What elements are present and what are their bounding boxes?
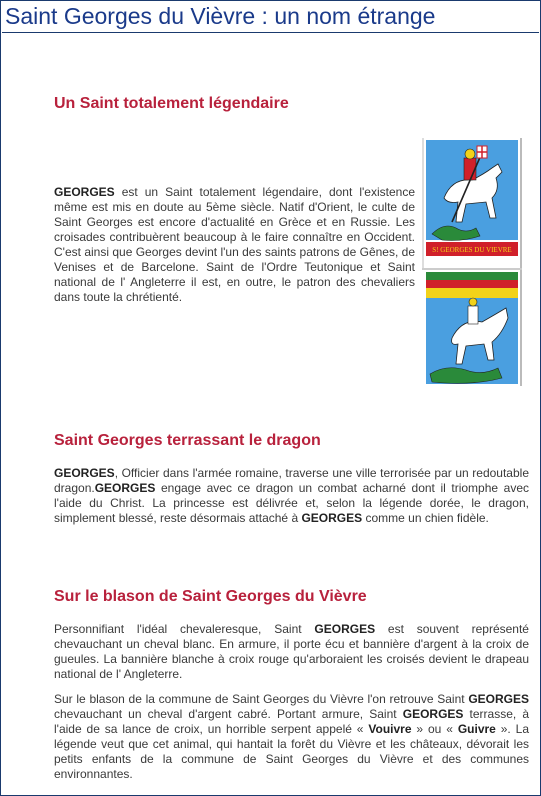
paragraph-text: » ou « [411,722,458,736]
bold-georges: GEORGES [94,481,156,495]
section-heading-dragon: Saint Georges terrassant le dragon [54,432,321,449]
paragraph-text: est un Saint totalement légendaire, dont l'existence même est mis en doute au 5ème siècle. Natif d'Orient, le culte de Saint Georges est encore d'actualité en Grèce et en Russie. Les croisades contribuèrent beaucoup à le faire connaître en Occident. C'est ainsi que Georges devint l'un des saints patrons de Gênes, de Venises et de Barcelone. Saint de l'Ordre Teutonique et Saint national de l' Angleterre il est, en outre, le patron des chevaliers dans toute la chrétienté. [54,185,415,304]
paragraph-legendaire [54,185,415,305]
bold-georges: GEORGES [54,185,115,199]
bold-georges: GEORGES [314,622,376,636]
section-heading-legendaire: Un Saint totalement légendaire [54,95,289,112]
bold-vouivre: Vouivre [368,722,412,736]
bold-georges: GEORGES [468,692,529,706]
paragraph-blason-2 [54,692,529,782]
title-divider [2,32,539,33]
bold-guivre: Guivre [457,722,496,736]
shield-top-icon [422,138,522,268]
paragraph-text: Personnifiant l'idéal chevaleresque, Saint [54,622,315,636]
page-title: Saint Georges du Vièvre : un nom étrange [5,3,436,29]
bold-georges: GEORGES [402,707,464,721]
paragraph-text: , Officier dans l'armée romaine, traverse une ville terrorisée par un redoutable dragon. [54,466,529,495]
coat-of-arms-image [422,138,522,386]
paragraph-text: chevauchant un cheval d'argent cabré. Portant armure, Saint [54,707,403,721]
paragraph-text: ». La légende veut que cet animal, qui hantait la forêt du Vièvre et les châteaux, dévorait les petits enfants de la commune de Saint Georges du Vièvre et des communes environnantes. [54,722,530,781]
section-heading-blason: Sur le blason de Saint Georges du Vièvre [54,588,367,605]
paragraph-text: comme un chien fidèle. [362,511,489,525]
bold-georges: GEORGES [301,511,363,525]
bold-georges: GEORGES [54,466,115,480]
paragraph-text: terrasse, à l'aide de sa lance de croix, un horrible serpent appelé « [54,707,530,736]
blason-ribbon-text: S! GEORGES DU VIEVRE [432,246,512,254]
paragraph-text: engage avec ce dragon un combat acharné dont il triomphe avec l'aide du Christ. La princesse est délivrée et, selon la légende dorée, le dragon, simplement blessé, reste désormais attaché à [54,481,529,525]
paragraph-text: est souvent représenté chevauchant un cheval blanc. En armure, il porte écu et bannière d'argent à la croix de gueules. La bannière blanche à croix rouge qu'arboraient les croisés devient le drapeau national de l' Angleterre. [54,622,529,681]
shield-bottom-icon [422,268,522,386]
paragraph-blason-1 [54,622,529,682]
paragraph-text: Sur le blason de la commune de Saint Georges du Vièvre l'on retrouve Saint [54,692,469,706]
paragraph-dragon [54,466,529,526]
